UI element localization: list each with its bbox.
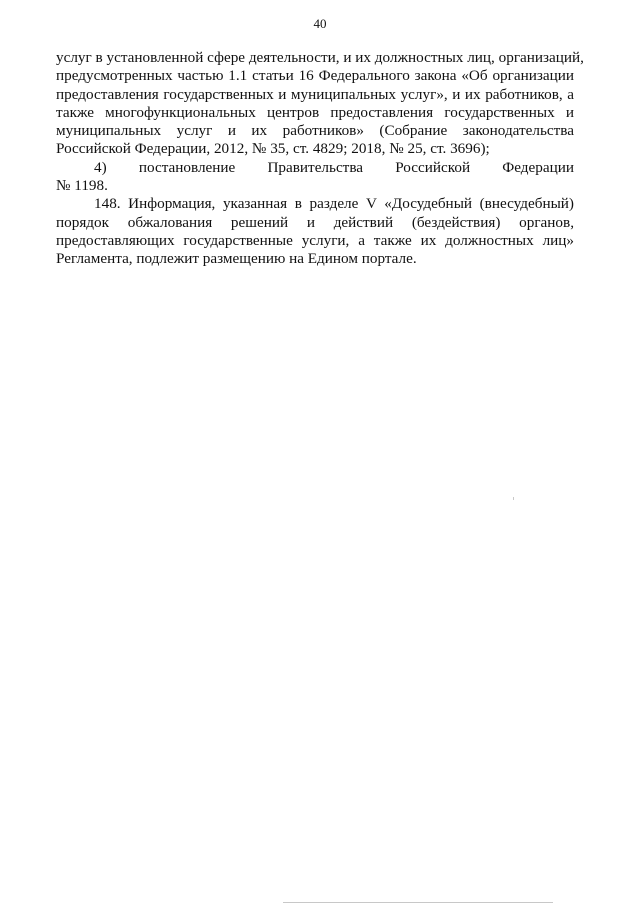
paragraph-148 <box>56 195 574 268</box>
document-body <box>56 49 584 269</box>
text-line: Российской Федерации, 2012, № 35, ст. 4829; 2018, № 25, ст. 3696); <box>56 140 490 158</box>
paragraph-continuation <box>56 49 584 159</box>
scan-artifact-line <box>283 902 553 903</box>
text-line: муниципальных услуг и их работников» (Собрание законодательства <box>56 122 574 140</box>
text-line: услуг в установленной сфере деятельности, и их должностных лиц, организаций, <box>56 49 584 66</box>
text-line: предусмотренных частью 1.1 статьи 16 Федерального закона «Об организации <box>56 67 574 85</box>
text-line: 148. Информация, указанная в разделе V «Досудебный (внесудебный) <box>94 195 574 213</box>
text-line: также многофункциональных центров предоставления государственных и <box>56 103 574 121</box>
page-number: 40 <box>313 16 327 31</box>
paragraph-item-4 <box>56 159 574 196</box>
scan-artifact-dot <box>513 497 514 500</box>
text-line: порядок обжалования решений и действий (бездействия) органов, <box>56 213 574 231</box>
text-line: предоставления государственных и муниципальных услуг», и их работников, а <box>56 85 574 103</box>
text-line: предоставляющих государственные услуги, а также их должностных лиц» <box>56 231 574 249</box>
text-line: 4) постановление Правительства Российской Федерации <box>94 158 574 176</box>
text-line: Регламента, подлежит размещению на Едином портале. <box>56 250 417 268</box>
text-line: № 1198. <box>56 177 108 195</box>
